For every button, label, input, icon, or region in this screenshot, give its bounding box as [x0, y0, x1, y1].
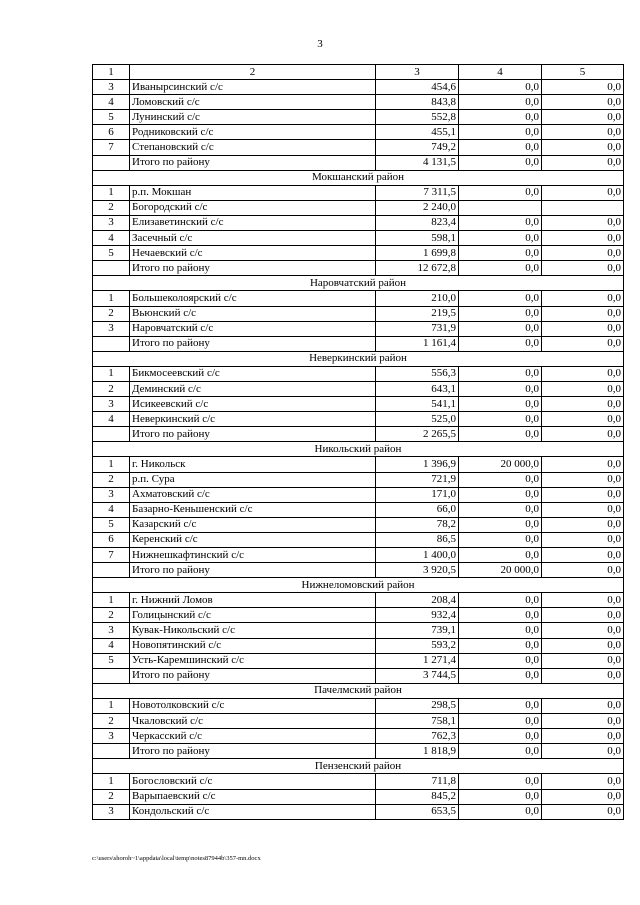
value-col4-cell: 0,0 [459, 517, 542, 532]
table-row [93, 110, 624, 125]
row-number-cell: 1 [93, 457, 130, 472]
value-col3-cell: 4 131,5 [376, 155, 459, 170]
row-number-cell: 3 [93, 804, 130, 819]
value-col4-cell: 0,0 [459, 593, 542, 608]
value-col4-cell: 0,0 [459, 638, 542, 653]
table-row [93, 487, 624, 502]
row-number-cell: 7 [93, 140, 130, 155]
value-col4-cell: 0,0 [459, 125, 542, 140]
settlement-name-cell: Богородский с/с [130, 200, 376, 215]
settlement-name-cell: Бикмосеевский с/с [130, 366, 376, 381]
table-row [93, 714, 624, 729]
value-col4-cell: 0,0 [459, 80, 542, 95]
value-col4-cell: 0,0 [459, 381, 542, 396]
table-row [93, 608, 624, 623]
value-col4-cell: 0,0 [459, 744, 542, 759]
row-number-cell: 5 [93, 653, 130, 668]
value-col3-cell: 593,2 [376, 638, 459, 653]
settlement-name-cell: Итого по району [130, 744, 376, 759]
value-col3-cell: 298,5 [376, 698, 459, 713]
district-section-row [93, 442, 624, 457]
value-col3-cell: 1 699,8 [376, 246, 459, 261]
settlement-name-cell: р.п. Сура [130, 472, 376, 487]
table-row [93, 412, 624, 427]
value-col3-cell: 2 265,5 [376, 427, 459, 442]
row-number-cell: 2 [93, 200, 130, 215]
value-col5-cell: 0,0 [542, 140, 624, 155]
value-col4-cell: 0,0 [459, 548, 542, 563]
value-col5-cell: 0,0 [542, 623, 624, 638]
value-col3-cell: 525,0 [376, 412, 459, 427]
value-col3-cell: 3 920,5 [376, 563, 459, 578]
row-number-cell: 2 [93, 381, 130, 396]
value-col4-cell: 0,0 [459, 291, 542, 306]
table-row [93, 366, 624, 381]
district-total-row [93, 427, 624, 442]
value-col4-cell: 0,0 [459, 608, 542, 623]
row-number-cell: 3 [93, 80, 130, 95]
settlement-name-cell: Нижнешкафтинский с/с [130, 548, 376, 563]
table-row [93, 95, 624, 110]
settlement-name-cell: г. Нижний Ломов [130, 593, 376, 608]
settlement-name-cell: Усть-Каремшинский с/с [130, 653, 376, 668]
district-section-row [93, 351, 624, 366]
column-number-1: 1 [93, 65, 130, 80]
value-col4-cell: 0,0 [459, 623, 542, 638]
value-col3-cell: 12 672,8 [376, 261, 459, 276]
value-col3-cell: 219,5 [376, 306, 459, 321]
row-number-cell: 2 [93, 608, 130, 623]
table-row [93, 517, 624, 532]
row-number-cell [93, 563, 130, 578]
value-col4-cell: 0,0 [459, 185, 542, 200]
district-total-row [93, 668, 624, 683]
settlement-name-cell: Голицынский с/с [130, 608, 376, 623]
settlement-name-cell: Казарский с/с [130, 517, 376, 532]
row-number-cell [93, 744, 130, 759]
table-row [93, 231, 624, 246]
value-col5-cell: 0,0 [542, 110, 624, 125]
district-title: Пензенский район [93, 759, 624, 774]
value-col4-cell: 0,0 [459, 774, 542, 789]
row-number-cell: 3 [93, 623, 130, 638]
table-row [93, 789, 624, 804]
value-col5-cell: 0,0 [542, 381, 624, 396]
value-col3-cell: 454,6 [376, 80, 459, 95]
value-col3-cell: 208,4 [376, 593, 459, 608]
value-col3-cell: 78,2 [376, 517, 459, 532]
table-row [93, 729, 624, 744]
value-col5-cell: 0,0 [542, 472, 624, 487]
value-col4-cell: 0,0 [459, 714, 542, 729]
value-col4-cell: 0,0 [459, 306, 542, 321]
value-col5-cell: 0,0 [542, 774, 624, 789]
district-title: Мокшанский район [93, 170, 624, 185]
value-col5-cell: 0,0 [542, 336, 624, 351]
settlement-name-cell: Итого по району [130, 563, 376, 578]
value-col4-cell: 0,0 [459, 472, 542, 487]
district-total-row [93, 563, 624, 578]
settlement-name-cell: Базарно-Кеньшенский с/с [130, 502, 376, 517]
value-col5-cell: 0,0 [542, 744, 624, 759]
value-col5-cell: 0,0 [542, 125, 624, 140]
value-col3-cell: 758,1 [376, 714, 459, 729]
value-col5-cell: 0,0 [542, 261, 624, 276]
value-col5-cell: 0,0 [542, 397, 624, 412]
settlement-name-cell: Чкаловский с/с [130, 714, 376, 729]
district-title: Нижнеломовский район [93, 578, 624, 593]
value-col5-cell: 0,0 [542, 487, 624, 502]
district-section-row [93, 170, 624, 185]
value-col3-cell: 711,8 [376, 774, 459, 789]
table-row [93, 698, 624, 713]
value-col3-cell: 552,8 [376, 110, 459, 125]
settlement-name-cell: р.п. Мокшан [130, 185, 376, 200]
value-col3-cell: 653,5 [376, 804, 459, 819]
settlement-name-cell: Итого по району [130, 668, 376, 683]
row-number-cell: 4 [93, 502, 130, 517]
row-number-cell: 1 [93, 185, 130, 200]
value-col4-cell: 0,0 [459, 95, 542, 110]
column-number-3: 3 [376, 65, 459, 80]
value-col3-cell: 66,0 [376, 502, 459, 517]
row-number-cell [93, 336, 130, 351]
value-col3-cell: 1 400,0 [376, 548, 459, 563]
value-col3-cell: 541,1 [376, 397, 459, 412]
row-number-cell: 2 [93, 472, 130, 487]
value-col3-cell: 210,0 [376, 291, 459, 306]
value-col4-cell: 0,0 [459, 155, 542, 170]
row-number-cell: 5 [93, 110, 130, 125]
table-row [93, 472, 624, 487]
district-title: Никольский район [93, 442, 624, 457]
column-number-2: 2 [130, 65, 376, 80]
row-number-cell: 3 [93, 487, 130, 502]
value-col5-cell: 0,0 [542, 246, 624, 261]
value-col3-cell: 843,8 [376, 95, 459, 110]
table-row [93, 774, 624, 789]
settlement-name-cell: Деминский с/с [130, 381, 376, 396]
value-col4-cell: 0,0 [459, 502, 542, 517]
value-col4-cell: 0,0 [459, 487, 542, 502]
district-section-row [93, 276, 624, 291]
table-row [93, 306, 624, 321]
settlement-name-cell: г. Никольск [130, 457, 376, 472]
document-file-path: c:\users\shoroh~1\appdata\local\temp\notes87944b\357-mn.docx [92, 855, 261, 862]
settlement-name-cell: Степановский с/с [130, 140, 376, 155]
row-number-cell [93, 261, 130, 276]
value-col3-cell: 1 271,4 [376, 653, 459, 668]
value-col5-cell: 0,0 [542, 80, 624, 95]
value-col5-cell: 0,0 [542, 729, 624, 744]
settlement-name-cell: Черкасский с/с [130, 729, 376, 744]
value-col5-cell: 0,0 [542, 215, 624, 230]
table-row [93, 200, 624, 215]
settlement-name-cell: Засечный с/с [130, 231, 376, 246]
table-row [93, 381, 624, 396]
district-total-row [93, 155, 624, 170]
settlement-name-cell: Наровчатский с/с [130, 321, 376, 336]
value-col4-cell: 0,0 [459, 804, 542, 819]
settlement-name-cell: Новотолковский с/с [130, 698, 376, 713]
district-total-row [93, 261, 624, 276]
table-body [93, 65, 624, 820]
row-number-cell: 3 [93, 397, 130, 412]
value-col3-cell: 762,3 [376, 729, 459, 744]
value-col4-cell: 0,0 [459, 110, 542, 125]
table-row [93, 638, 624, 653]
value-col5-cell: 0,0 [542, 517, 624, 532]
table-row [93, 215, 624, 230]
value-col5-cell: 0,0 [542, 593, 624, 608]
row-number-cell: 1 [93, 366, 130, 381]
table-row [93, 623, 624, 638]
table-row [93, 804, 624, 819]
value-col4-cell: 0,0 [459, 532, 542, 547]
value-col5-cell: 0,0 [542, 608, 624, 623]
value-col3-cell: 171,0 [376, 487, 459, 502]
settlement-name-cell: Родниковский с/с [130, 125, 376, 140]
district-title: Неверкинский район [93, 351, 624, 366]
settlement-name-cell: Большеколоярский с/с [130, 291, 376, 306]
settlement-name-cell: Итого по району [130, 155, 376, 170]
value-col5-cell: 0,0 [542, 668, 624, 683]
row-number-cell: 4 [93, 231, 130, 246]
district-total-row [93, 744, 624, 759]
settlement-name-cell: Кондольский с/с [130, 804, 376, 819]
district-section-row [93, 683, 624, 698]
row-number-cell: 4 [93, 95, 130, 110]
value-col4-cell: 0,0 [459, 261, 542, 276]
value-col4-cell: 0,0 [459, 397, 542, 412]
table-row [93, 291, 624, 306]
value-col5-cell: 0,0 [542, 306, 624, 321]
table-row [93, 125, 624, 140]
value-col5-cell: 0,0 [542, 185, 624, 200]
value-col4-cell: 0,0 [459, 412, 542, 427]
value-col4-cell: 0,0 [459, 698, 542, 713]
row-number-cell [93, 427, 130, 442]
row-number-cell: 1 [93, 291, 130, 306]
value-col5-cell: 0,0 [542, 427, 624, 442]
value-col4-cell: 0,0 [459, 246, 542, 261]
settlement-name-cell: Вьюнский с/с [130, 306, 376, 321]
value-col5-cell: 0,0 [542, 291, 624, 306]
value-col4-cell: 0,0 [459, 653, 542, 668]
value-col4-cell: 0,0 [459, 140, 542, 155]
settlement-name-cell: Итого по району [130, 336, 376, 351]
settlement-name-cell: Кувак-Никольский с/с [130, 623, 376, 638]
value-col5-cell: 0,0 [542, 653, 624, 668]
settlement-name-cell: Елизаветинский с/с [130, 215, 376, 230]
table-row [93, 140, 624, 155]
table-row [93, 185, 624, 200]
row-number-cell: 6 [93, 532, 130, 547]
value-col5-cell: 0,0 [542, 231, 624, 246]
row-number-cell: 2 [93, 789, 130, 804]
settlement-name-cell: Итого по району [130, 261, 376, 276]
value-col5-cell: 0,0 [542, 563, 624, 578]
value-col3-cell: 1 818,9 [376, 744, 459, 759]
settlement-name-cell: Иванырсинский с/с [130, 80, 376, 95]
value-col5-cell: 0,0 [542, 155, 624, 170]
settlement-name-cell: Ахматовский с/с [130, 487, 376, 502]
table-row [93, 532, 624, 547]
district-section-row [93, 578, 624, 593]
value-col3-cell: 1 396,9 [376, 457, 459, 472]
table-row [93, 397, 624, 412]
settlement-name-cell: Итого по району [130, 427, 376, 442]
table-row [93, 502, 624, 517]
value-col4-cell: 0,0 [459, 215, 542, 230]
value-col5-cell: 0,0 [542, 457, 624, 472]
value-col3-cell: 932,4 [376, 608, 459, 623]
value-col5-cell: 0,0 [542, 532, 624, 547]
row-number-cell: 3 [93, 215, 130, 230]
value-col5-cell: 0,0 [542, 638, 624, 653]
value-col5-cell: 0,0 [542, 789, 624, 804]
value-col5-cell: 0,0 [542, 321, 624, 336]
row-number-cell: 5 [93, 517, 130, 532]
value-col3-cell: 598,1 [376, 231, 459, 246]
value-col4-cell: 0,0 [459, 668, 542, 683]
value-col5-cell: 0,0 [542, 548, 624, 563]
district-title: Пачелмский район [93, 683, 624, 698]
page-number: 3 [317, 38, 323, 50]
value-col4-cell: 0,0 [459, 336, 542, 351]
row-number-cell [93, 155, 130, 170]
table-row [93, 457, 624, 472]
budget-table [92, 64, 624, 820]
value-col3-cell: 556,3 [376, 366, 459, 381]
row-number-cell: 3 [93, 321, 130, 336]
value-col4-cell [459, 200, 542, 215]
value-col3-cell: 643,1 [376, 381, 459, 396]
value-col3-cell: 2 240,0 [376, 200, 459, 215]
row-number-cell: 3 [93, 729, 130, 744]
settlement-name-cell: Неверкинский с/с [130, 412, 376, 427]
row-number-cell: 1 [93, 698, 130, 713]
row-number-cell: 1 [93, 774, 130, 789]
table-row [93, 653, 624, 668]
value-col5-cell: 0,0 [542, 698, 624, 713]
row-number-cell: 2 [93, 714, 130, 729]
value-col4-cell: 0,0 [459, 231, 542, 246]
value-col5-cell: 0,0 [542, 714, 624, 729]
district-title: Наровчатский район [93, 276, 624, 291]
settlement-name-cell: Новопятинский с/с [130, 638, 376, 653]
settlement-name-cell: Варыпаевский с/с [130, 789, 376, 804]
settlement-name-cell: Керенский с/с [130, 532, 376, 547]
value-col5-cell: 0,0 [542, 502, 624, 517]
row-number-cell: 4 [93, 412, 130, 427]
value-col3-cell: 1 161,4 [376, 336, 459, 351]
column-number-4: 4 [459, 65, 542, 80]
value-col3-cell: 721,9 [376, 472, 459, 487]
settlement-name-cell: Нечаевский с/с [130, 246, 376, 261]
value-col3-cell: 823,4 [376, 215, 459, 230]
value-col4-cell: 0,0 [459, 789, 542, 804]
district-total-row [93, 336, 624, 351]
column-number-5: 5 [542, 65, 624, 80]
value-col3-cell: 731,9 [376, 321, 459, 336]
value-col5-cell: 0,0 [542, 366, 624, 381]
value-col3-cell: 86,5 [376, 532, 459, 547]
value-col3-cell: 7 311,5 [376, 185, 459, 200]
table-row [93, 246, 624, 261]
table-row [93, 321, 624, 336]
settlement-name-cell: Богословский с/с [130, 774, 376, 789]
table-row [93, 593, 624, 608]
value-col5-cell: 0,0 [542, 804, 624, 819]
district-section-row [93, 759, 624, 774]
value-col3-cell: 845,2 [376, 789, 459, 804]
value-col4-cell: 0,0 [459, 366, 542, 381]
settlement-name-cell: Исикеевский с/с [130, 397, 376, 412]
value-col4-cell: 20 000,0 [459, 457, 542, 472]
value-col3-cell: 739,1 [376, 623, 459, 638]
settlement-name-cell: Ломовский с/с [130, 95, 376, 110]
row-number-cell [93, 668, 130, 683]
row-number-cell: 5 [93, 246, 130, 261]
settlement-name-cell: Лунинский с/с [130, 110, 376, 125]
row-number-cell: 7 [93, 548, 130, 563]
row-number-cell: 1 [93, 593, 130, 608]
row-number-cell: 6 [93, 125, 130, 140]
value-col5-cell: 0,0 [542, 412, 624, 427]
value-col4-cell: 20 000,0 [459, 563, 542, 578]
table-row [93, 80, 624, 95]
value-col3-cell: 3 744,5 [376, 668, 459, 683]
value-col4-cell: 0,0 [459, 321, 542, 336]
value-col4-cell: 0,0 [459, 729, 542, 744]
table-row [93, 548, 624, 563]
row-number-cell: 2 [93, 306, 130, 321]
value-col3-cell: 455,1 [376, 125, 459, 140]
value-col4-cell: 0,0 [459, 427, 542, 442]
row-number-cell: 4 [93, 638, 130, 653]
value-col5-cell: 0,0 [542, 95, 624, 110]
value-col3-cell: 749,2 [376, 140, 459, 155]
value-col5-cell [542, 200, 624, 215]
table-header-row [93, 65, 624, 80]
